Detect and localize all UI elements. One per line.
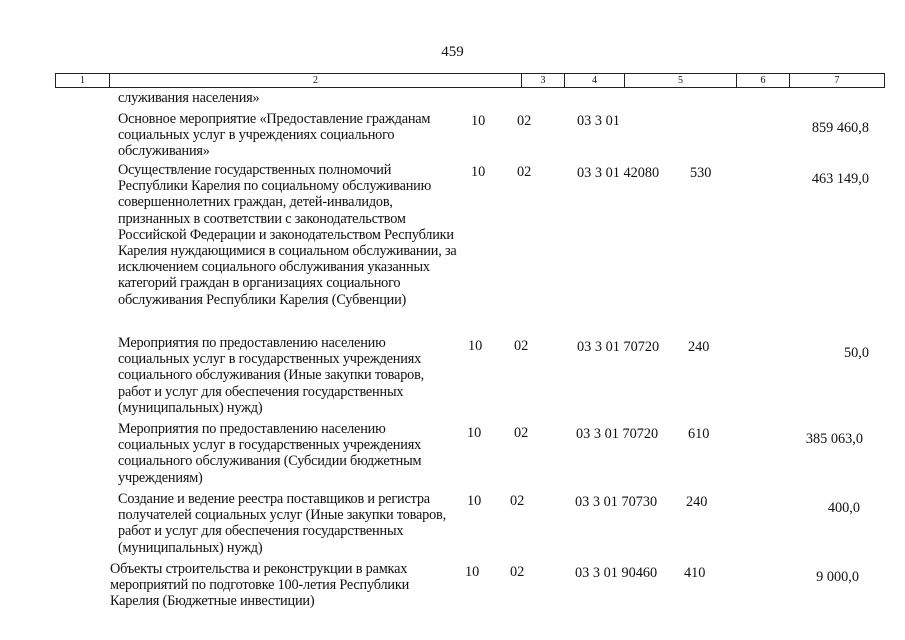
row-section: 10 <box>467 425 482 441</box>
page-number: 459 <box>441 44 464 60</box>
row-expense-type: 530 <box>690 165 712 181</box>
row-target-article: 03 3 01 42080 <box>577 165 660 181</box>
header-col-2: 2 <box>109 74 521 87</box>
row-amount: 385 063,0 <box>805 431 863 447</box>
row-subsection: 02 <box>510 493 525 509</box>
row-target-article: 03 3 01 70720 <box>576 426 659 442</box>
row-expense-type: 240 <box>686 494 708 510</box>
row-target-article: 03 3 01 70730 <box>575 494 658 510</box>
row-section: 10 <box>471 164 486 180</box>
row-subsection: 02 <box>514 338 529 354</box>
row-amount: 50,0 <box>843 345 869 361</box>
header-col-3: 3 <box>521 74 564 87</box>
row-target-article: 03 3 01 70720 <box>577 339 660 355</box>
table-header <box>55 73 885 88</box>
row-section: 10 <box>467 493 482 509</box>
header-col-5: 5 <box>624 74 736 87</box>
row-description: Создание и ведение реестра поставщиков и регистра получателей социальных услуг (Иные закупки товаров, работ и услуг для обеспечения государственных (муниципальных) нужд) <box>118 491 446 556</box>
header-col-7: 7 <box>789 74 884 87</box>
row-description: Осуществление государственных полномочий Республики Карелия по социальному обслуживанию совершеннолетних граждан, детей-инвалидов, признанных в соответствии с законодательством Российской Федерации и законодательством Республики Карелия нуждающимися в социальном обслуживании, за исключением социального обслуживания указанных категорий граждан в организациях социального обслуживания Республики Карелия (Субвенции) <box>118 162 457 308</box>
row-description: служивания населения» <box>118 90 260 106</box>
row-section: 10 <box>471 113 486 129</box>
row-section: 10 <box>465 564 480 580</box>
row-description: Мероприятия по предоставлению населению социальных услуг в государственных учреждениях социального обслуживания (Субсидии бюджетным учреждениям) <box>118 421 422 486</box>
row-subsection: 02 <box>517 113 532 129</box>
row-target-article: 03 3 01 <box>577 113 620 129</box>
row-subsection: 02 <box>510 564 525 580</box>
header-col-6: 6 <box>736 74 789 87</box>
header-col-1: 1 <box>80 75 85 86</box>
row-target-article: 03 3 01 90460 <box>575 565 658 581</box>
row-amount: 463 149,0 <box>811 171 869 187</box>
row-subsection: 02 <box>517 164 532 180</box>
row-expense-type: 410 <box>684 565 706 581</box>
row-description: Основное мероприятие «Предоставление гражданам социальных услуг в учреждениях социального обслуживания» <box>118 111 431 160</box>
row-description: Объекты строительства и реконструкции в рамках мероприятий по подготовке 100-летия Республики Карелия (Бюджетные инвестиции) <box>110 561 410 610</box>
row-amount: 859 460,8 <box>811 120 869 136</box>
row-subsection: 02 <box>514 425 529 441</box>
row-amount: 9 000,0 <box>816 569 859 585</box>
header-col-4: 4 <box>564 74 624 87</box>
row-description: Мероприятия по предоставлению населению социальных услуг в государственных учреждениях социального обслуживания (Иные закупки товаров, работ и услуг для обеспечения государственных (муниципальных) нужд) <box>118 335 425 416</box>
row-amount: 400,0 <box>827 500 860 516</box>
row-expense-type: 240 <box>688 339 710 355</box>
row-section: 10 <box>468 338 483 354</box>
row-expense-type: 610 <box>688 426 710 442</box>
